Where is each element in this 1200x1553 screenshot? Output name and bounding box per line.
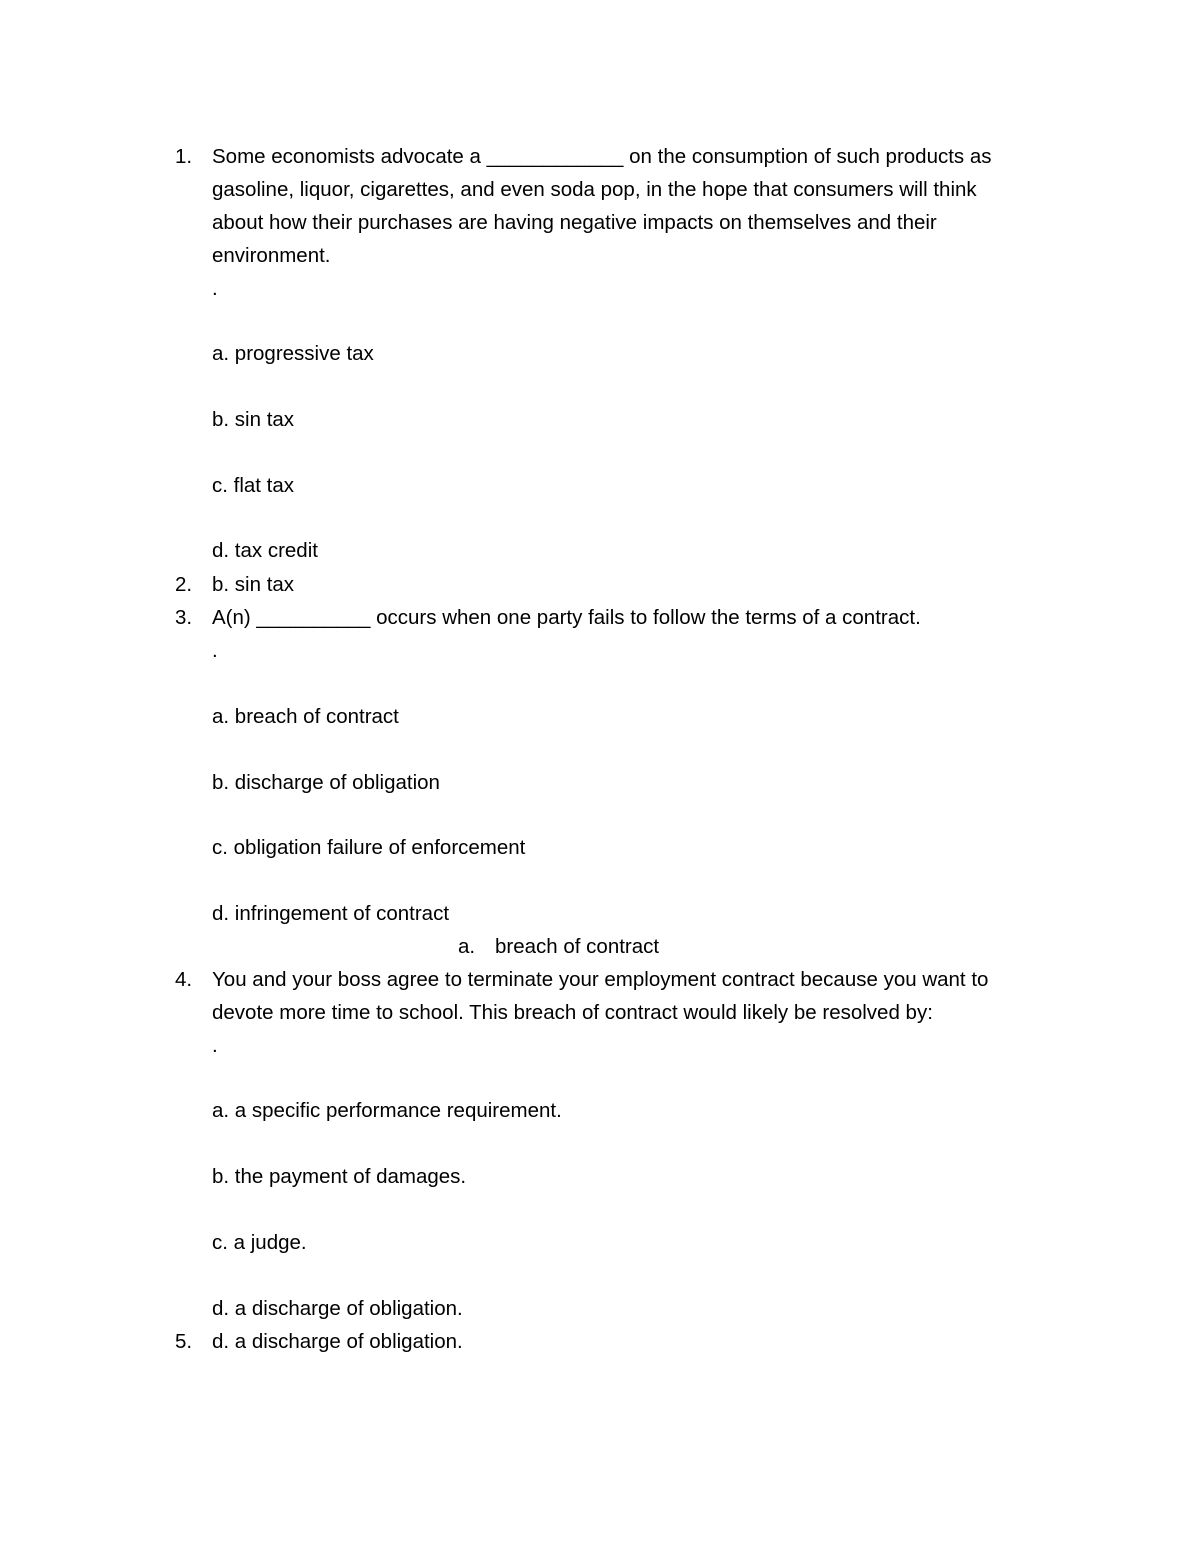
item-3-option-d: d. infringement of contract [212,902,450,925]
item-4-option-c: c. a judge. [212,1231,307,1254]
item-3-number: 3. [175,606,193,629]
item-2-number: 2. [175,573,193,596]
item-1-option-a: a. progressive tax [212,342,374,365]
item-1-text-line-4: environment. [212,244,331,267]
item-3-sub-answer-letter: a. [458,935,476,958]
item-3-dot: . [212,639,218,662]
item-1-dot: . [212,277,218,300]
item-4-option-d: d. a discharge of obligation. [212,1297,463,1320]
item-1-option-d: d. tax credit [212,539,318,562]
item-4-number: 4. [175,968,193,991]
item-4-text-line-1: You and your boss agree to terminate your employment contract because you want to [212,968,989,991]
item-1-text-line-3: about how their purchases are having negative impacts on themselves and their [212,211,937,234]
item-2-answer: b. sin tax [212,573,295,596]
item-3-option-a: a. breach of contract [212,705,399,728]
item-4-text-line-2: devote more time to school. This breach of contract would likely be resolved by: [212,1001,933,1024]
item-1-number: 1. [175,145,193,168]
item-1-text-line-2: gasoline, liquor, cigarettes, and even soda pop, in the hope that consumers will think [212,178,977,201]
item-1-option-b: b. sin tax [212,408,295,431]
item-3-text-line-1: A(n) __________ occurs when one party fails to follow the terms of a contract. [212,606,921,629]
item-3-option-b: b. discharge of obligation [212,771,440,794]
item-4-option-b: b. the payment of damages. [212,1165,467,1188]
item-1-option-c: c. flat tax [212,474,295,497]
item-1-text-line-1: Some economists advocate a ____________ on the consumption of such products as [212,145,992,168]
item-5-answer: d. a discharge of obligation. [212,1330,463,1353]
item-3-option-c: c. obligation failure of enforcement [212,836,526,859]
item-4-dot: . [212,1034,218,1057]
item-4-option-a: a. a specific performance requirement. [212,1099,562,1122]
item-5-number: 5. [175,1330,193,1353]
item-3-sub-answer-text: breach of contract [495,935,660,958]
